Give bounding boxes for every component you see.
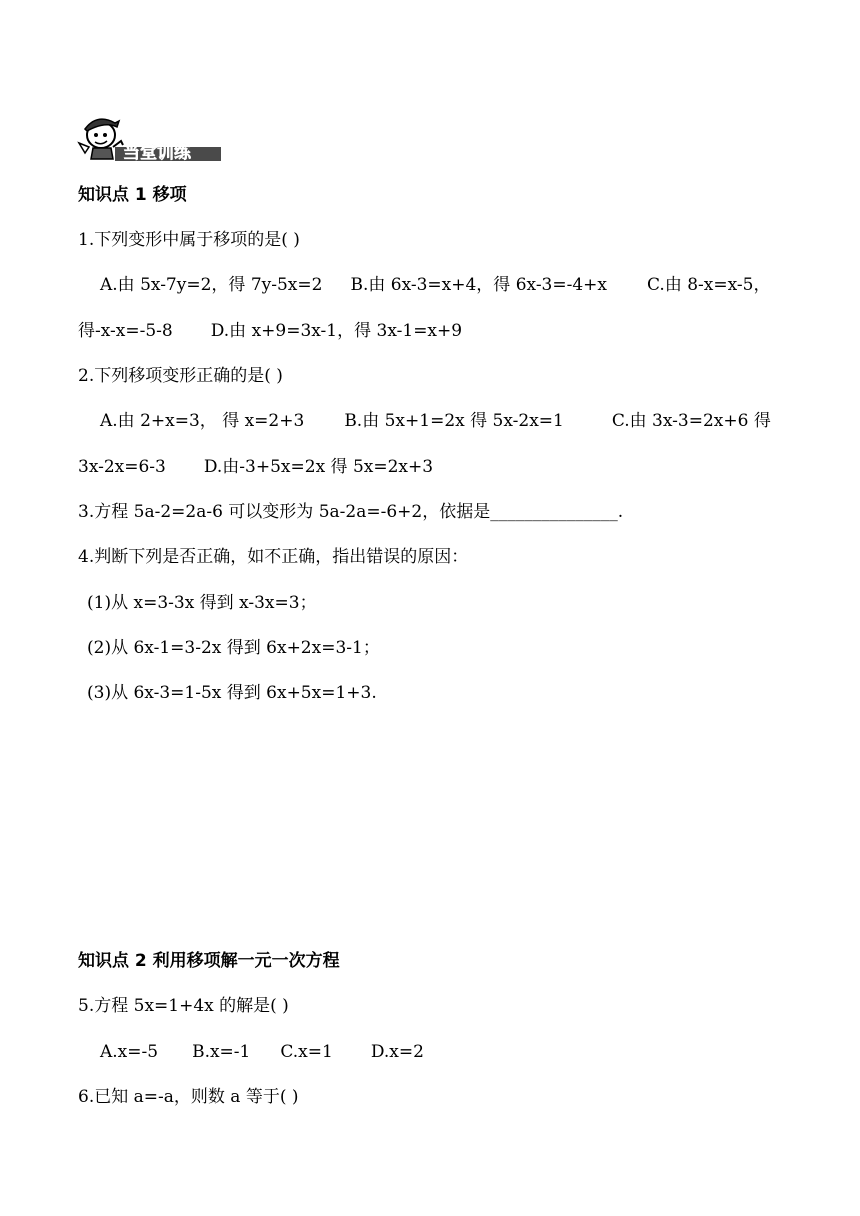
- question-5-stem: 5.方程 5x=1+4x 的解是( ): [78, 996, 289, 1016]
- question-1-option-c: C.由 8-x=x-5，: [647, 275, 771, 295]
- question-2-options-row-1: [100, 410, 771, 432]
- question-2-option-c-cont: 3x-2x=6-3: [78, 457, 166, 477]
- question-5-options: [100, 1041, 424, 1063]
- question-1-options-row-1: [100, 274, 770, 296]
- question-5-option-a: A.x=-5: [100, 1042, 159, 1062]
- question-1-option-a: A.由 5x-7y=2，得 7y-5x=2: [100, 275, 323, 295]
- question-5-option-d: D.x=2: [370, 1042, 424, 1062]
- question-5-option-c: C.x=1: [280, 1042, 333, 1062]
- banner-text: 当堂训练: [123, 143, 191, 163]
- question-4-part-2: (2)从 6x-1=3-2x 得到 6x+2x=3-1；: [87, 638, 380, 658]
- question-2-options-row-2: [78, 456, 433, 478]
- question-2-option-c: C.由 3x-3=2x+6 得: [611, 411, 771, 431]
- question-1-options-row-2: [78, 320, 462, 342]
- question-1-option-d: D.由 x+9=3x-1，得 3x-1=x+9: [210, 321, 463, 341]
- question-1-option-c-cont: 得-x-x=-5-8: [78, 321, 173, 341]
- question-4-part-1: (1)从 x=3-3x 得到 x-3x=3；: [87, 593, 317, 613]
- question-2-option-d: D.由-3+5x=2x 得 5x=2x+3: [203, 457, 434, 477]
- question-6-stem: 6.已知 a=-a，则数 a 等于( ): [78, 1087, 299, 1107]
- section-2-title: 知识点 2 利用移项解一元一次方程: [78, 951, 340, 971]
- question-4-part-3: (3)从 6x-3=1-5x 得到 6x+5x=1+3.: [87, 683, 377, 703]
- question-1-stem: 1.下列变形中属于移项的是( ): [78, 230, 300, 250]
- question-2-option-b: B.由 5x+1=2x 得 5x-2x=1: [344, 411, 564, 431]
- classroom-training-banner: [75, 113, 223, 163]
- question-5-option-b: B.x=-1: [192, 1042, 251, 1062]
- question-4-stem: 4.判断下列是否正确，如不正确，指出错误的原因：: [78, 547, 469, 567]
- question-2-stem: 2.下列移项变形正确的是( ): [78, 366, 283, 386]
- question-1-option-b: B.由 6x-3=x+4，得 6x-3=-4+x: [350, 275, 608, 295]
- question-2-option-a: A.由 2+x=3， 得 x=2+3: [100, 411, 305, 431]
- question-3-stem: 3.方程 5a-2=2a-6 可以变形为 5a-2a=-6+2，依据是_______________.: [78, 502, 624, 522]
- section-1-title: 知识点 1 移项: [78, 185, 187, 205]
